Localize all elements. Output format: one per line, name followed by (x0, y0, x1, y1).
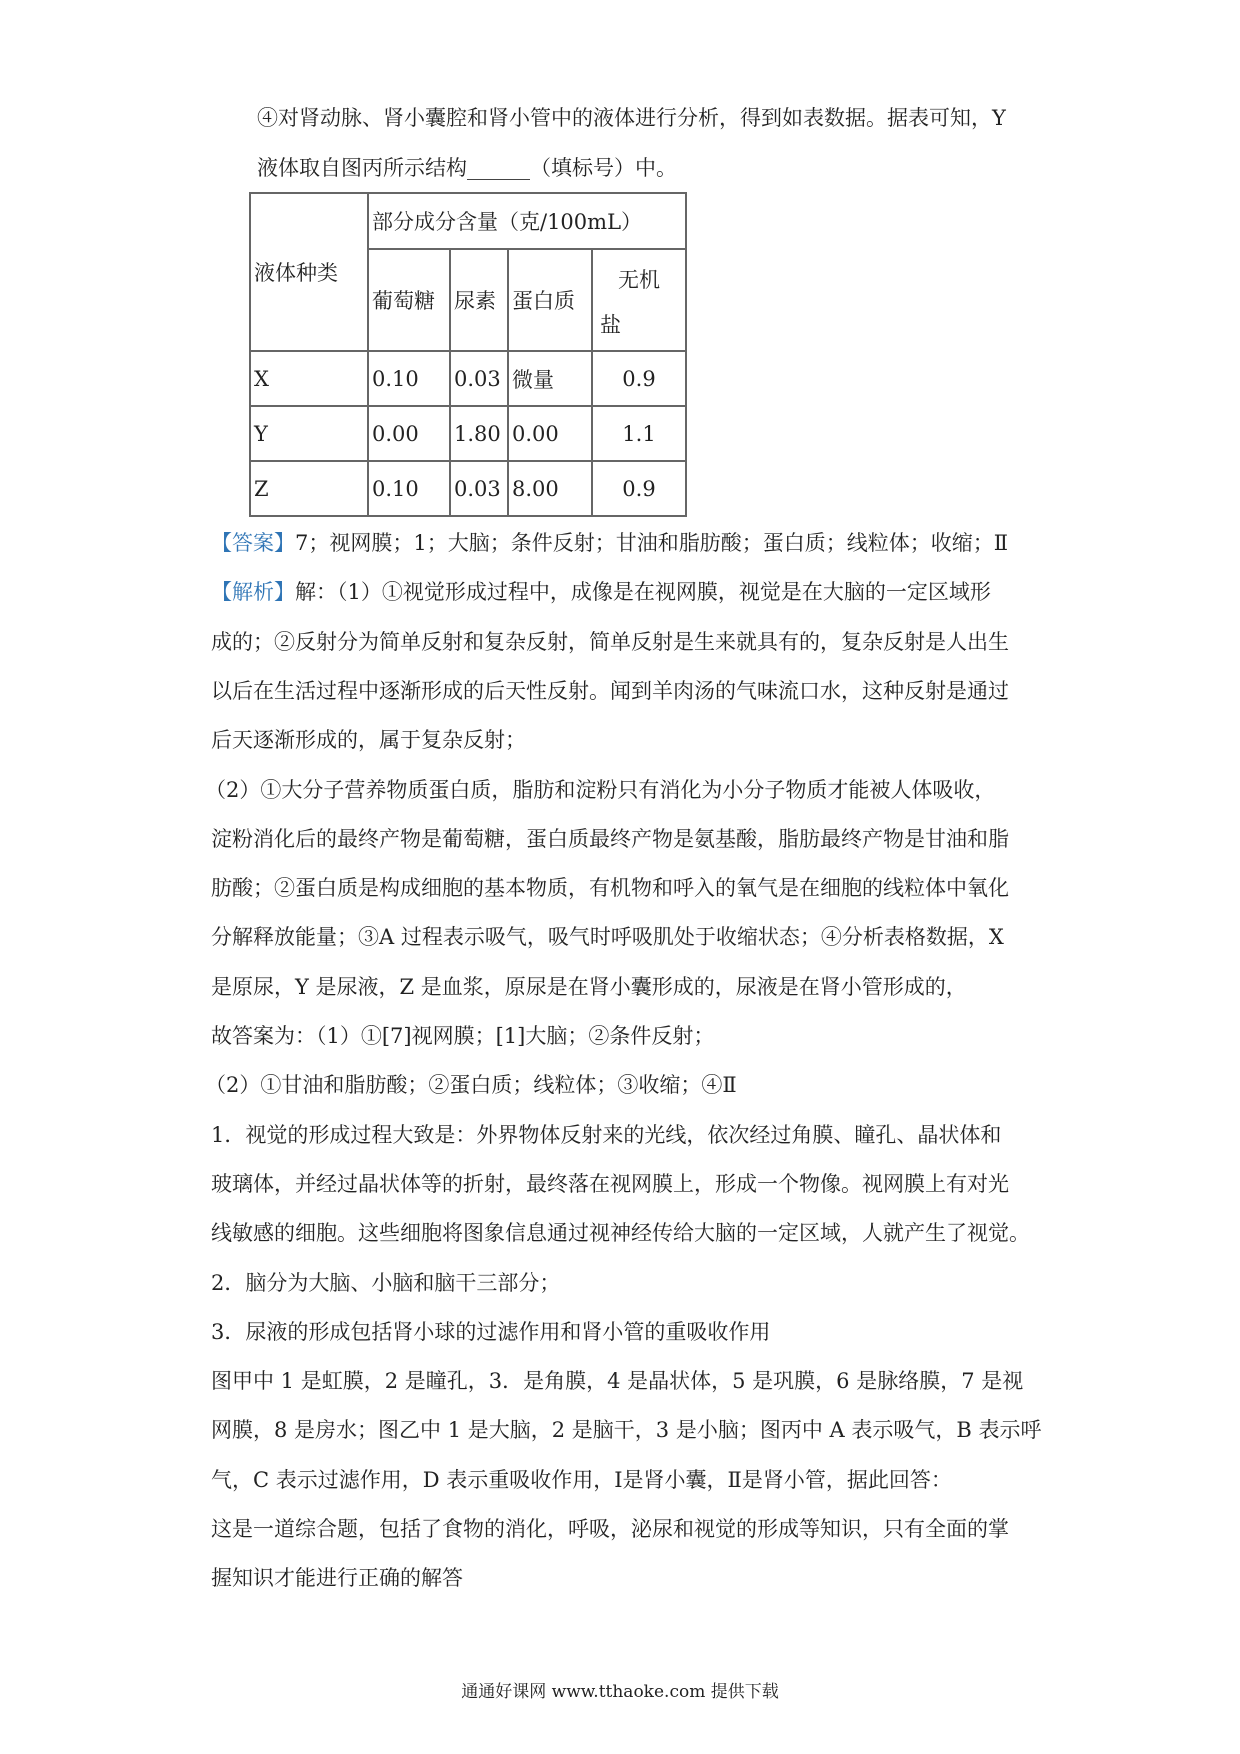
table-col-protein: 蛋白质 (508, 249, 592, 351)
analysis-text: 解：（1）①视觉形成过程中，成像是在视网膜，视觉是在大脑的一定区域形 (295, 580, 991, 604)
table-col-salt (592, 249, 686, 351)
question-4-line-1: ④对肾动脉、肾小囊腔和肾小管中的液体进行分析，得到如表数据。据表可知，Y (257, 106, 1006, 130)
table-cell-urea: 0.03 (450, 351, 508, 406)
table-col-glucose: 葡萄糖 (368, 249, 450, 351)
table-col-salt-line-2: 盐 (600, 312, 621, 337)
analysis-p1-line-2: 成的；②反射分为简单反射和复杂反射，简单反射是生来就具有的，复杂反射是人出生 (211, 630, 1009, 654)
table-row (250, 461, 686, 516)
question-4-line-2: 液体取自图丙所示结构______（填标号）中。 (257, 156, 677, 180)
analysis-p2-line-3: 肪酸；②蛋白质是构成细胞的基本物质，有机物和呼入的氧气是在细胞的线粒体中氧化 (211, 876, 1009, 900)
analysis-p2-line-2: 淀粉消化后的最终产物是葡萄糖，蛋白质最终产物是氨基酸，脂肪最终产物是甘油和脂 (211, 827, 1009, 851)
table-cell-salt: 1.1 (592, 406, 686, 461)
fluid-composition-table (249, 192, 687, 517)
analysis-tag: 【解析】 (211, 580, 295, 604)
knowledge-1-line-1: 1．视觉的形成过程大致是：外界物体反射来的光线，依次经过角膜、瞳孔、晶状体和 (211, 1123, 1002, 1147)
table-cell-kind: X (250, 351, 368, 406)
table-cell-urea: 1.80 (450, 406, 508, 461)
table-cell-protein: 微量 (508, 351, 592, 406)
analysis-p2-line-1: （2）①大分子营养物质蛋白质，脂肪和淀粉只有消化为小分子物质才能被人体吸收， (205, 778, 996, 802)
analysis-p2-line-4: 分解释放能量；③A 过程表示吸气，吸气时呼吸肌处于收缩状态；④分析表格数据，X (211, 925, 1004, 949)
table-cell-salt: 0.9 (592, 351, 686, 406)
table-cell-glucose: 0.00 (368, 406, 450, 461)
answer-line (211, 533, 1008, 554)
figure-note-line-1: 图甲中 1 是虹膜，2 是瞳孔，3．是角膜，4 是晶状体，5 是巩膜，6 是脉络膜，7 是视 (211, 1369, 1024, 1393)
answer-text: 7；视网膜；1；大脑；条件反射；甘油和脂肪酸；蛋白质；线粒体；收缩；Ⅱ (295, 531, 1008, 555)
table-cell-salt: 0.9 (592, 461, 686, 516)
table-col-salt-line-1: 无机 (618, 267, 660, 292)
table-header-kind: 液体种类 (250, 193, 368, 351)
table-cell-glucose: 0.10 (368, 351, 450, 406)
knowledge-1-line-2: 玻璃体，并经过晶状体等的折射，最终落在视网膜上，形成一个物像。视网膜上有对光 (211, 1172, 1009, 1196)
analysis-p1-line-3: 以后在生活过程中逐渐形成的后天性反射。闻到羊肉汤的气味流口水，这种反射是通过 (211, 679, 1009, 703)
knowledge-3-line-1: 3．尿液的形成包括肾小球的过滤作用和肾小管的重吸收作用 (211, 1320, 771, 1344)
analysis-line (211, 582, 991, 603)
table-cell-urea: 0.03 (450, 461, 508, 516)
analysis-p1-line-4: 后天逐渐形成的，属于复杂反射； (211, 728, 526, 752)
table-cell-protein: 8.00 (508, 461, 592, 516)
table-header-group: 部分成分含量（克/100mL） (368, 193, 686, 249)
table-cell-kind: Z (250, 461, 368, 516)
figure-note-line-3: 气，C 表示过滤作用，D 表示重吸收作用，Ⅰ是肾小囊，Ⅱ是肾小管，据此回答： (211, 1468, 952, 1492)
analysis-p2-line-5: 是原尿，Y 是尿液，Z 是血浆，原尿是在肾小囊形成的，尿液是在肾小管形成的， (211, 975, 967, 999)
knowledge-2-line-1: 2．脑分为大脑、小脑和脑干三部分； (211, 1271, 561, 1295)
table-row (250, 351, 686, 406)
answer-tag: 【答案】 (211, 531, 295, 555)
table-col-urea: 尿素 (450, 249, 508, 351)
answer-summary-line-1: 故答案为：（1）①[7]视网膜；[1]大脑；②条件反射； (211, 1024, 715, 1048)
table-row (250, 406, 686, 461)
page-footer: 通通好课网 www.tthaoke.com 提供下载 (461, 1682, 779, 1702)
knowledge-1-line-3: 线敏感的细胞。这些细胞将图象信息通过视神经传给大脑的一定区域，人就产生了视觉。 (211, 1221, 1030, 1245)
conclusion-line-2: 握知识才能进行正确的解答 (211, 1566, 463, 1590)
table-cell-protein: 0.00 (508, 406, 592, 461)
figure-note-line-2: 网膜，8 是房水；图乙中 1 是大脑，2 是脑干，3 是小脑；图丙中 A 表示吸气，B 表示呼 (211, 1418, 1042, 1442)
table-cell-glucose: 0.10 (368, 461, 450, 516)
answer-summary-line-2: （2）①甘油和脂肪酸；②蛋白质；线粒体；③收缩；④Ⅱ (205, 1073, 737, 1097)
table-cell-kind: Y (250, 406, 368, 461)
conclusion-line-1: 这是一道综合题，包括了食物的消化，呼吸，泌尿和视觉的形成等知识，只有全面的掌 (211, 1517, 1009, 1541)
